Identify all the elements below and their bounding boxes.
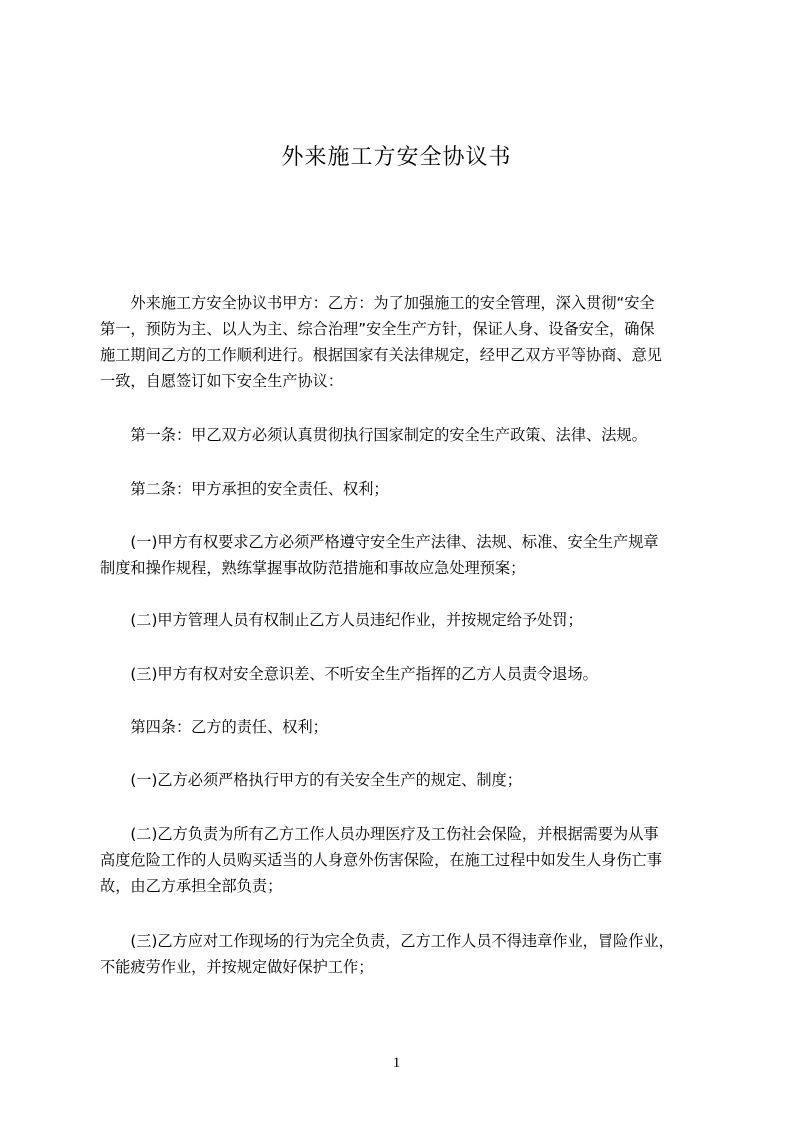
document-title: 外来施工方安全协议书 — [281, 145, 512, 170]
line: 外来施工方安全协议书甲方：乙方：为了加强施工的安全管理，深入贯彻“安全 — [100, 294, 655, 312]
line: (一)甲方有权要求乙方必须严格遵守安全生产法律、法规、标准、安全生产规章 — [100, 533, 659, 551]
line: 一致，自愿签订如下安全生产协议： — [100, 372, 343, 390]
line: 不能疲劳作业，并按规定做好保护工作； — [100, 958, 374, 976]
line: (二)甲方管理人员有权制止乙方人员违纪作业，并按规定给予处罚； — [100, 611, 583, 629]
paragraph-article-2-item-1 — [100, 529, 703, 581]
line: (三)乙方应对工作现场的行为完全负责，乙方工作人员不得违章作业，冒险作业， — [100, 932, 674, 950]
paragraph-article-2 — [100, 476, 703, 502]
paragraph-preamble — [100, 290, 703, 394]
page-number: 1 — [392, 1055, 401, 1071]
paragraph-article-4-item-1 — [100, 767, 703, 793]
paragraph-article-2-item-3 — [100, 661, 703, 687]
paragraph-article-2-item-2 — [100, 607, 703, 633]
line: (三)甲方有权对安全意识差、不听安全生产指挥的乙方人员责令退场。 — [100, 665, 598, 683]
paragraph-article-4-item-2 — [100, 821, 703, 899]
line: 第二条：甲方承担的安全责任、权利； — [100, 480, 389, 498]
line: 制度和操作规程，熟练掌握事故防范措施和事故应急处理预案； — [100, 559, 526, 577]
line: 第一，预防为主、以人为主、综合治理”安全生产方针，保证人身、设备安全，确保 — [100, 320, 655, 338]
paragraph-article-4 — [100, 714, 703, 740]
line: 施工期间乙方的工作顺利进行。根据国家有关法律规定，经甲乙双方平等协商、意见 — [100, 346, 662, 364]
line: 第一条：甲乙双方必须认真贯彻执行国家制定的安全生产政策、法律、法规。 — [100, 426, 647, 444]
line: 第四条：乙方的责任、权利； — [100, 718, 328, 736]
paragraph-article-4-item-3 — [100, 928, 703, 980]
line: (二)乙方负责为所有乙方工作人员办理医疗及工伤社会保险，并根据需要为从事 — [100, 825, 659, 843]
line: (一)乙方必须严格执行甲方的有关安全生产的规定、制度； — [100, 771, 522, 789]
line: 故，由乙方承担全部负责； — [100, 877, 283, 895]
line: 高度危险工作的人员购买适当的人身意外伤害保险，在施工过程中如发生人身伤亡事 — [100, 851, 662, 869]
paragraph-article-1 — [100, 422, 703, 448]
